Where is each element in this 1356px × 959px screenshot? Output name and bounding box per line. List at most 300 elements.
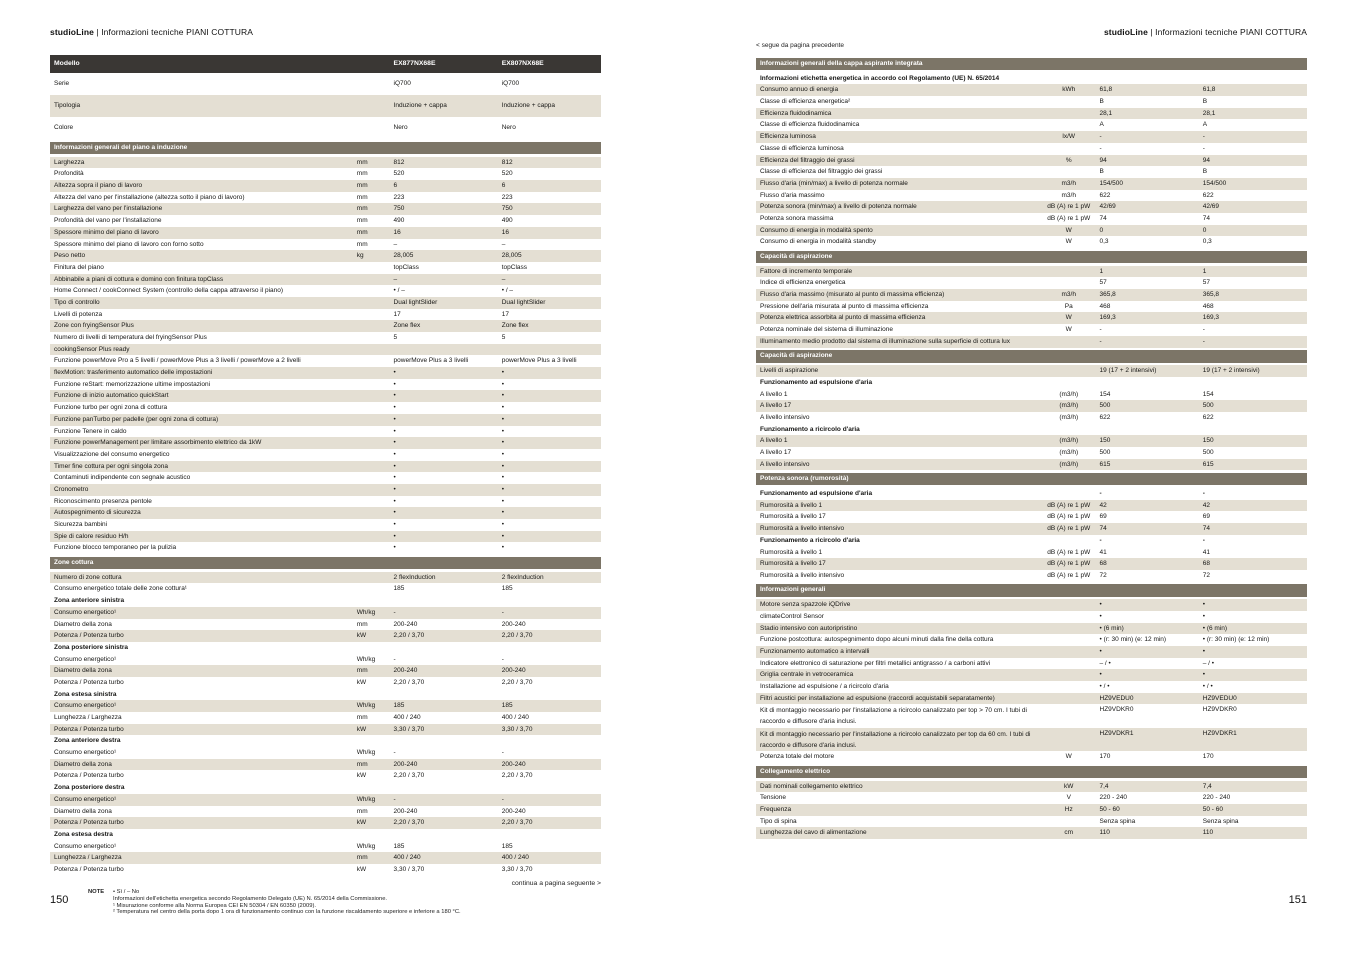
row-label: Sicurezza bambini xyxy=(54,521,108,528)
row-label: Stadio intensivo con autoripristino xyxy=(760,624,858,632)
table-row xyxy=(50,402,601,414)
row-label: Potenza / Potenza turbo xyxy=(54,725,124,733)
table-row xyxy=(756,435,1307,447)
row-unit xyxy=(1038,634,1100,646)
row-value-2: 185 xyxy=(501,702,513,710)
row-label: Classe di efficienza luminosa xyxy=(760,144,844,152)
row-label: A livello 17 xyxy=(760,449,792,456)
row-value-2: 61,8 xyxy=(1202,86,1216,94)
page-header-title: | Informazioni tecniche PIANI COTTURA xyxy=(1147,27,1307,37)
row-unit xyxy=(1038,96,1100,108)
row-value-2 xyxy=(502,782,601,794)
row-unit xyxy=(353,274,394,286)
row-value-2: 150 xyxy=(1202,437,1214,445)
row-value-2: – / • xyxy=(1202,659,1215,667)
table-row xyxy=(756,336,1307,348)
row-label: Informazioni etichetta energetica in accordo col Regolamento (UE) N. 65/2014 xyxy=(760,74,1000,82)
row-value-1: 68 xyxy=(1099,560,1107,568)
footnote-line: Informazioni dell'etichetta energetica secondo Regolamento Delegato (UE) N. 65/2014 della Commissione. xyxy=(113,895,388,902)
row-value-1: • xyxy=(1099,612,1102,620)
row-unit xyxy=(353,437,394,449)
table-row xyxy=(756,623,1307,635)
table-row xyxy=(756,611,1307,623)
row-unit: (m3/h) xyxy=(1059,402,1079,410)
row-label: Potenza sonora massima xyxy=(760,214,834,222)
row-unit xyxy=(1038,73,1100,85)
row-unit xyxy=(1038,535,1100,547)
table-row xyxy=(756,599,1307,611)
row-unit xyxy=(1038,704,1100,727)
row-value-1 xyxy=(394,782,502,794)
row-value-1: Induzione + cappa xyxy=(393,102,447,109)
row-value-2: • xyxy=(501,415,505,423)
row-unit: V xyxy=(1066,794,1071,802)
row-value-1: – xyxy=(393,275,398,283)
row-value-2: 200-240 xyxy=(501,667,526,675)
table-row xyxy=(50,496,601,508)
table-row xyxy=(756,131,1307,143)
table-row xyxy=(756,547,1307,559)
row-value-1: - xyxy=(393,655,396,663)
row-value-1: • (r: 30 min) (e: 12 min) xyxy=(1099,636,1167,644)
row-value-2: 7,4 xyxy=(1202,782,1212,790)
group-subheader-row xyxy=(50,782,601,794)
table-row xyxy=(756,301,1307,313)
row-value-1: 622 xyxy=(1099,191,1111,199)
row-unit: mm xyxy=(356,228,368,236)
row-label: Efficienza fluidodinamica xyxy=(760,109,832,117)
row-unit xyxy=(353,782,394,794)
row-label: cookingSensor Plus ready xyxy=(54,345,130,353)
group-subheader-row xyxy=(756,424,1307,436)
row-unit xyxy=(353,426,394,438)
section-header: Zone cottura xyxy=(50,557,601,570)
row-label: Filtri acustici per installazione ad espulsione (raccordi acquistabili separatamente) xyxy=(760,694,995,702)
row-value-2: iQ700 xyxy=(501,80,520,87)
row-unit: mm xyxy=(356,217,368,225)
table-row xyxy=(756,804,1307,816)
row-value-1: • xyxy=(393,415,396,423)
table-row xyxy=(50,630,601,642)
row-value-2: 69 xyxy=(1202,513,1210,521)
row-value-1: - xyxy=(393,608,396,616)
row-unit xyxy=(1038,365,1100,377)
table-row xyxy=(756,447,1307,459)
row-unit: m3/h xyxy=(1061,291,1076,299)
row-label: Flusso d'aria massimo (misurato al punto di massima efficienza) xyxy=(760,291,945,299)
row-value-2: • xyxy=(501,532,505,540)
table-row xyxy=(756,84,1307,96)
row-value-2: • / • xyxy=(1202,683,1213,691)
row-unit: (m3/h) xyxy=(1059,437,1079,445)
row-value-2: 490 xyxy=(501,217,513,225)
row-value-2: - xyxy=(501,795,504,803)
row-unit xyxy=(1038,266,1100,278)
row-value-1: 50 - 60 xyxy=(1099,805,1120,813)
row-unit: mm xyxy=(356,158,368,166)
table-row xyxy=(50,484,601,496)
row-value-2: Induzione + cappa xyxy=(501,102,556,109)
row-value-2: • xyxy=(501,380,505,388)
row-label: Cronometro xyxy=(54,485,89,493)
row-unit: (m3/h) xyxy=(1059,390,1079,398)
row-unit: W xyxy=(1065,238,1072,246)
row-unit: % xyxy=(1065,156,1072,164)
page-header-title: | Informazioni tecniche PIANI COTTURA xyxy=(93,27,254,37)
row-label: Spessore minimo del piano di lavoro con forno sotto xyxy=(54,240,204,248)
row-value-1: iQ700 xyxy=(393,80,411,87)
row-unit: mm xyxy=(356,193,368,201)
row-label: Lunghezza / Larghezza xyxy=(54,854,122,862)
row-value-2: 622 xyxy=(1202,413,1214,421)
row-unit xyxy=(353,572,394,584)
table-row xyxy=(50,519,601,531)
row-unit: Hz xyxy=(1064,805,1073,813)
row-label: Consumo energetico totale delle zone cottura¹ xyxy=(54,585,187,593)
row-value-1: • xyxy=(393,532,396,540)
table-row xyxy=(756,400,1307,412)
row-value-2: 169,3 xyxy=(1202,314,1220,322)
row-unit xyxy=(353,735,394,747)
row-value-1: - xyxy=(1099,326,1102,334)
row-unit xyxy=(1038,681,1100,693)
row-value-1: 74 xyxy=(1099,525,1107,533)
row-value-1: – / • xyxy=(1099,659,1111,667)
row-unit: mm xyxy=(356,807,368,815)
row-label: Home Connect / cookConnect System (controllo della cappa attraverso il piano) xyxy=(54,287,284,295)
row-label: Profondità del vano per l'installazione xyxy=(54,217,162,225)
row-unit: dB (A) re 1 pW xyxy=(1047,214,1091,222)
row-value-1: • xyxy=(393,380,396,388)
row-value-1: - xyxy=(1099,536,1102,544)
row-label: Serie xyxy=(54,80,70,87)
model-name-2: EX807NX68E xyxy=(501,60,544,67)
row-value-2: • xyxy=(501,509,505,517)
row-label: Consumo di energia in modalità spento xyxy=(760,226,873,234)
table-row xyxy=(50,344,601,356)
row-label: Zona estesa destra xyxy=(54,830,113,838)
row-label: Funzione turbo per ogni zona di cottura xyxy=(54,404,168,412)
row-value-1: 150 xyxy=(1099,437,1111,445)
table-row xyxy=(756,693,1307,705)
row-value-1: 28,1 xyxy=(1099,109,1113,117)
table-row xyxy=(756,459,1307,471)
row-label: Funzione powerMove Pro a 5 livelli / powerMove Plus a 3 livelli / powerMove a 2 livelli xyxy=(54,357,301,365)
row-label: Consumo energetico¹ xyxy=(54,749,117,757)
row-value-2: 2 flexInduction xyxy=(501,573,544,581)
row-value-1: - xyxy=(393,795,396,803)
row-value-2: 94 xyxy=(1202,156,1210,164)
row-unit xyxy=(353,689,394,701)
row-value-2: - xyxy=(1202,536,1205,544)
row-value-2: 16 xyxy=(501,228,509,236)
row-value-2: 1 xyxy=(1202,267,1207,275)
row-value-1: 169,3 xyxy=(1099,314,1116,322)
row-label: Livelli di potenza xyxy=(54,310,103,318)
section-header: Informazioni generali xyxy=(756,584,1307,597)
row-unit: dB (A) re 1 pW xyxy=(1047,203,1091,211)
row-value-1: powerMove Plus a 3 livelli xyxy=(393,357,469,365)
row-value-2: A xyxy=(1202,121,1208,129)
row-unit xyxy=(1038,693,1100,705)
row-label: Funzione di inizio automatico quickStart xyxy=(54,392,169,400)
row-value-2: • xyxy=(1202,601,1206,609)
spec-table-right xyxy=(756,58,1307,839)
table-row xyxy=(756,816,1307,828)
row-value-1: • xyxy=(393,474,396,482)
row-unit xyxy=(1038,646,1100,658)
row-label: Timer fine cottura per ogni singola zona xyxy=(54,462,168,470)
table-row xyxy=(756,96,1307,108)
row-unit: Wh/kg xyxy=(356,842,376,850)
table-row xyxy=(50,619,601,631)
row-label: Rumorosità a livello 1 xyxy=(760,501,823,509)
row-label: Consumo energetico¹ xyxy=(54,795,117,803)
row-value-1: • xyxy=(393,404,396,412)
row-value-2: 50 - 60 xyxy=(1202,805,1224,813)
row-label: Numero di livelli di temperatura del fryingSensor Plus xyxy=(54,334,207,341)
row-value-1: 72 xyxy=(1099,571,1107,579)
table-row xyxy=(50,583,601,595)
row-unit xyxy=(353,262,394,274)
row-unit xyxy=(353,95,394,117)
row-unit: dB (A) re 1 pW xyxy=(1047,525,1091,533)
row-value-2: 17 xyxy=(501,310,509,318)
row-value-2: 400 / 240 xyxy=(501,854,529,862)
table-row xyxy=(50,806,601,818)
row-value-1: 3,30 / 3,70 xyxy=(393,725,425,733)
row-unit xyxy=(353,542,394,554)
row-label: Dati nominali collegamento elettrico xyxy=(760,782,863,790)
row-label: Fattore di incremento temporale xyxy=(760,267,853,275)
row-value-2: 400 / 240 xyxy=(501,714,529,721)
row-value-2 xyxy=(502,642,601,654)
row-value-1 xyxy=(394,595,502,607)
row-unit xyxy=(1038,488,1100,500)
row-label: Potenza / Potenza turbo xyxy=(54,772,124,780)
row-value-1: 500 xyxy=(1099,449,1111,456)
footnote-line: ² Temperatura nel centro della porta dopo 1 ora di funzionamento continuo con la funzione riscaldamento superiore e inferiore a 180 °C. xyxy=(113,909,461,916)
row-label: Consumo energetico¹ xyxy=(54,702,117,710)
group-subheader-row xyxy=(50,735,601,747)
row-label: Numero di zone cottura xyxy=(54,573,122,581)
row-value-2: 3,30 / 3,70 xyxy=(501,725,533,733)
table-row xyxy=(756,365,1307,377)
table-row xyxy=(50,297,601,309)
model-header-unit-spacer xyxy=(353,55,394,73)
row-unit: dB (A) re 1 pW xyxy=(1047,513,1091,521)
row-value-1: 622 xyxy=(1099,413,1111,421)
row-label: Rumorosità a livello intensivo xyxy=(760,571,845,579)
table-row xyxy=(50,712,601,724)
row-value-1: Dual lightSlider xyxy=(393,298,438,306)
row-value-1: 812 xyxy=(393,158,405,166)
row-unit xyxy=(353,507,394,519)
row-value-1: • xyxy=(393,369,396,377)
row-value-2: 74 xyxy=(1202,525,1210,533)
table-row xyxy=(756,781,1307,793)
row-value-1 xyxy=(394,642,502,654)
row-value-2: 68 xyxy=(1202,560,1210,568)
row-unit: (m3/h) xyxy=(1059,460,1079,468)
row-unit xyxy=(353,519,394,531)
table-row xyxy=(756,500,1307,512)
row-value-2 xyxy=(502,735,601,747)
table-row xyxy=(50,168,601,180)
table-row xyxy=(50,607,601,619)
table-row xyxy=(50,437,601,449)
row-label: Lunghezza del cavo di alimentazione xyxy=(760,829,867,837)
row-value-1 xyxy=(394,689,502,701)
row-label: flexMotion: trasferimento automatico delle impostazioni xyxy=(54,369,213,377)
row-value-2: 57 xyxy=(1202,279,1210,287)
table-row xyxy=(50,309,601,321)
row-value-1: • xyxy=(393,439,396,447)
table-row xyxy=(756,312,1307,324)
row-label: Zona estesa sinistra xyxy=(54,690,117,698)
row-value-2 xyxy=(1203,73,1307,85)
section-header: Potenza sonora (rumorosità) xyxy=(756,473,1307,486)
row-value-2: 28,1 xyxy=(1202,109,1216,117)
row-value-1: • / • xyxy=(1099,683,1110,691)
row-value-1: • xyxy=(393,427,396,435)
row-label: Potenza totale del motore xyxy=(760,753,835,761)
row-value-2: 500 xyxy=(1202,402,1214,410)
table-row xyxy=(756,558,1307,570)
row-label: Diametro della zona xyxy=(54,807,112,815)
row-value-1: - xyxy=(1099,133,1102,141)
row-label: Consumo di energia in modalità standby xyxy=(760,238,876,246)
row-value-2 xyxy=(502,595,601,607)
row-unit: kg xyxy=(356,252,364,260)
row-value-2: • xyxy=(501,462,505,470)
row-label: Zone con fryingSensor Plus xyxy=(54,322,134,330)
row-label: Funzionamento ad espulsione d'aria xyxy=(760,378,873,386)
row-value-2: 110 xyxy=(1202,829,1214,837)
row-value-1: 365,8 xyxy=(1099,291,1116,299)
table-row xyxy=(50,320,601,332)
row-value-1: - xyxy=(1099,337,1102,345)
row-value-2: 2,20 / 3,70 xyxy=(501,678,533,686)
row-label: Livelli di aspirazione xyxy=(760,367,819,375)
table-row xyxy=(756,523,1307,535)
row-label: A livello 1 xyxy=(760,390,788,398)
row-value-1: 2,20 / 3,70 xyxy=(393,632,425,640)
row-unit xyxy=(1038,623,1100,635)
table-row xyxy=(50,747,601,759)
row-unit xyxy=(353,642,394,654)
table-row xyxy=(756,178,1307,190)
table-row xyxy=(756,827,1307,839)
row-value-1: 185 xyxy=(393,585,405,593)
row-value-2: • xyxy=(501,369,505,377)
row-value-1: • / – xyxy=(393,287,405,295)
row-value-1: 19 (17 + 2 intensivi) xyxy=(1099,367,1157,375)
row-label: Funzione blocco temporaneo per la pulizia xyxy=(54,544,177,552)
row-value-2: • xyxy=(501,439,505,447)
row-unit: mm xyxy=(356,620,368,628)
row-label: Zona posteriore destra xyxy=(54,784,125,792)
row-value-2: B xyxy=(1202,98,1208,106)
row-label: Tipologia xyxy=(54,102,81,109)
table-row xyxy=(50,770,601,782)
row-label: Funzionamento ad espulsione d'aria xyxy=(760,490,873,498)
footnotes-block xyxy=(88,889,461,916)
row-label: Spie di calore residuo H/h xyxy=(54,532,129,540)
row-unit: kW xyxy=(356,865,367,873)
table-row xyxy=(756,792,1307,804)
row-unit: (m3/h) xyxy=(1059,413,1079,421)
brand-label: studioLine xyxy=(1103,27,1148,37)
row-value-1 xyxy=(394,344,502,356)
row-value-2: 2,20 / 3,70 xyxy=(501,819,533,827)
row-label: Lunghezza / Larghezza xyxy=(54,714,122,721)
row-value-1: 7,4 xyxy=(1099,782,1109,790)
row-unit xyxy=(353,285,394,297)
table-row xyxy=(50,390,601,402)
row-label: Spessore minimo del piano di lavoro xyxy=(54,228,159,236)
row-value-2: 42/69 xyxy=(1202,203,1220,211)
row-value-1: • xyxy=(393,509,396,517)
table-row xyxy=(50,285,601,297)
table-row xyxy=(50,274,601,286)
row-label: Illuminamento medio prodotto dal sistema di illuminazione sulla superficie di cottura lux xyxy=(760,337,1011,345)
row-unit xyxy=(353,496,394,508)
row-label: Funzione powerManagement per limitare assorbimento elettrico da 1kW xyxy=(54,439,262,447)
row-label: Kit di montaggio necessario per l'installazione a ricircolo canalizzato per top > 70 cm. I tubi di raccordo e diffusore d'aria inclusi. xyxy=(760,707,1027,726)
row-value-1: 0,3 xyxy=(1099,238,1109,246)
row-value-1: 615 xyxy=(1099,460,1111,468)
row-unit: W xyxy=(1065,753,1072,761)
row-unit xyxy=(353,390,394,402)
row-value-2 xyxy=(502,829,601,841)
group-subheader-row xyxy=(756,535,1307,547)
row-value-1: 2 flexInduction xyxy=(393,573,436,581)
row-label: Tensione xyxy=(760,794,787,802)
table-row xyxy=(50,367,601,379)
row-unit: m3/h xyxy=(1061,179,1076,187)
row-unit xyxy=(353,117,394,139)
row-value-2 xyxy=(502,689,601,701)
table-row xyxy=(50,472,601,484)
row-label: Installazione ad espulsione / a ricircolo d'aria xyxy=(760,683,889,691)
row-value-2: 200-240 xyxy=(501,620,526,628)
page-header-left xyxy=(50,27,253,37)
row-label: A livello intensivo xyxy=(760,413,810,421)
row-unit xyxy=(1038,336,1100,348)
row-value-2: • xyxy=(501,450,505,458)
row-label: A livello 1 xyxy=(760,437,788,445)
row-label: Profondità xyxy=(54,170,84,178)
row-value-2: 170 xyxy=(1202,753,1214,761)
row-value-1: 200-240 xyxy=(393,807,418,815)
row-unit: dB (A) re 1 pW xyxy=(1047,571,1091,579)
row-value-1: – xyxy=(393,240,398,248)
row-value-1: • xyxy=(1099,601,1102,609)
row-unit: dB (A) re 1 pW xyxy=(1047,548,1091,556)
row-label: Diametro della zona xyxy=(54,667,112,675)
row-label: Tipo di spina xyxy=(760,817,797,825)
row-label: Rumorosità a livello 17 xyxy=(760,513,826,521)
row-value-1: - xyxy=(1099,490,1102,498)
row-value-2: Zone flex xyxy=(501,322,529,330)
row-unit: kW xyxy=(356,772,367,780)
row-value-1: 185 xyxy=(393,702,405,710)
table-row xyxy=(756,570,1307,582)
row-value-2: - xyxy=(501,749,504,757)
row-unit xyxy=(353,461,394,473)
row-value-1: • xyxy=(1099,671,1102,679)
